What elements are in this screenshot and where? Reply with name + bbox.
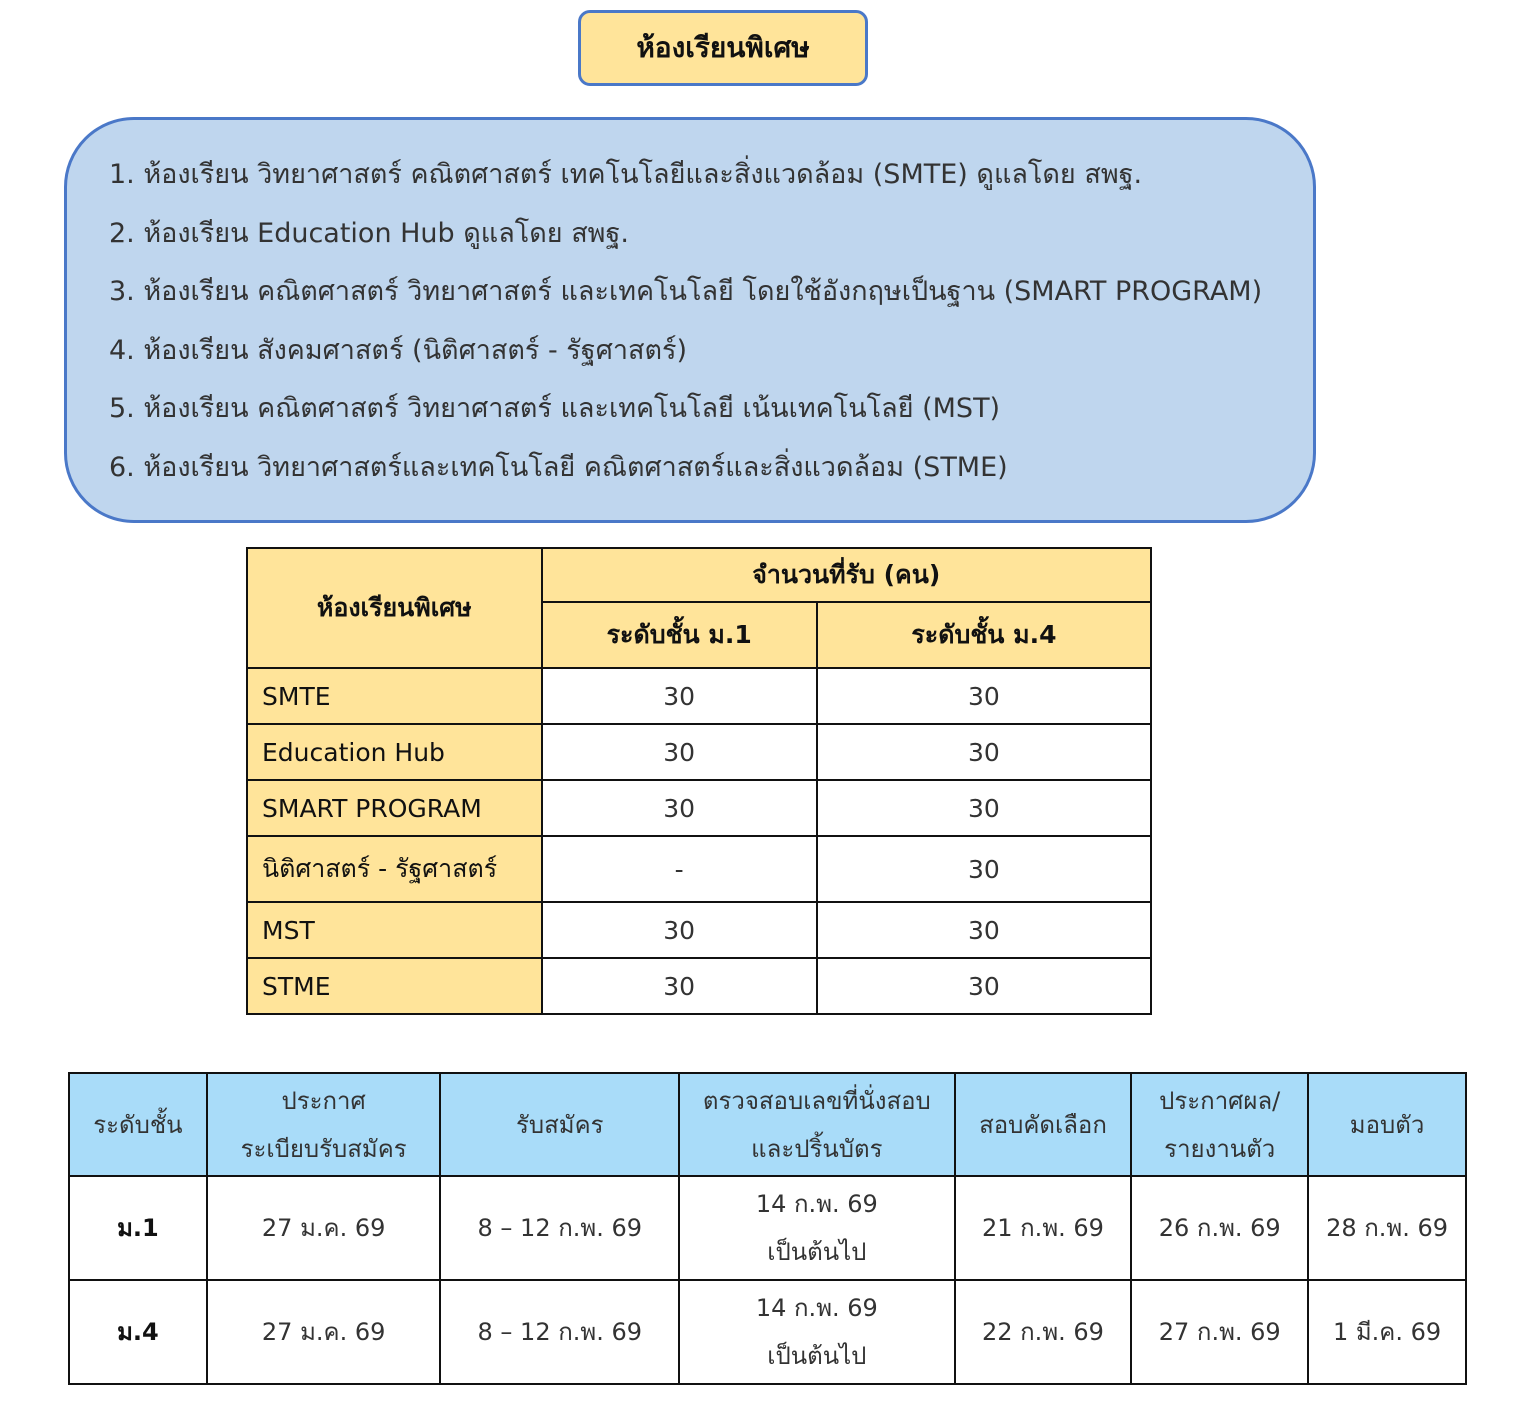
quota-table xyxy=(246,547,1152,1015)
announce-date: 27 ม.ค. 69 xyxy=(207,1176,441,1280)
table-row xyxy=(247,668,1151,724)
header-level: ระดับชั้น xyxy=(69,1073,207,1176)
table-row xyxy=(247,724,1151,780)
m1-quota: 30 xyxy=(542,668,817,724)
list-item: 5. ห้องเรียน คณิตศาสตร์ วิทยาศาสตร์ และเทคโนโลยี เน้นเทคโนโลยี (MST) xyxy=(109,393,1001,425)
m1-quota: - xyxy=(542,836,817,902)
header-check-line2: และปริ้นบัตร xyxy=(751,1134,883,1163)
check-date xyxy=(679,1280,955,1384)
header-exam: สอบคัดเลือก xyxy=(955,1073,1132,1176)
m4-quota: 30 xyxy=(817,668,1151,724)
level-cell: ม.4 xyxy=(69,1280,207,1384)
table-row xyxy=(247,780,1151,836)
list-item: 3. ห้องเรียน คณิตศาสตร์ วิทยาศาสตร์ และเทคโนโลยี โดยใช้อังกฤษเป็นฐาน (SMART PROGRAM) xyxy=(109,276,1263,308)
table-row xyxy=(247,958,1151,1014)
program-name: MST xyxy=(247,902,542,958)
list-item: 6. ห้องเรียน วิทยาศาสตร์และเทคโนโลยี คณิตศาสตร์และสิ่งแวดล้อม (STME) xyxy=(109,451,1008,483)
level-cell: ม.1 xyxy=(69,1176,207,1280)
m4-quota: 30 xyxy=(817,724,1151,780)
exam-date: 22 ก.พ. 69 xyxy=(955,1280,1132,1384)
program-name: SMTE xyxy=(247,668,542,724)
list-item: 4. ห้องเรียน สังคมศาสตร์ (นิติศาสตร์ - รัฐศาสตร์) xyxy=(109,334,688,366)
report-date: 1 มี.ค. 69 xyxy=(1308,1280,1466,1384)
quota-header-m4: ระดับชั้น ม.4 xyxy=(817,602,1151,668)
check-date-line2: เป็นต้นไป xyxy=(767,1238,867,1266)
quota-header-program: ห้องเรียนพิเศษ xyxy=(247,548,542,668)
header-result-line1: ประกาศผล/ xyxy=(1159,1086,1281,1115)
header-report: มอบตัว xyxy=(1308,1073,1466,1176)
program-name: นิติศาสตร์ - รัฐศาสตร์ xyxy=(247,836,542,902)
header-result-line2: รายงานตัว xyxy=(1164,1134,1276,1163)
table-row xyxy=(69,1280,1466,1384)
table-row xyxy=(247,902,1151,958)
program-name: STME xyxy=(247,958,542,1014)
m1-quota: 30 xyxy=(542,780,817,836)
apply-date: 8 – 12 ก.พ. 69 xyxy=(440,1280,679,1384)
header-announce xyxy=(207,1073,441,1176)
header-announce-line1: ประกาศ xyxy=(281,1086,366,1115)
m1-quota: 30 xyxy=(542,724,817,780)
result-date: 26 ก.พ. 69 xyxy=(1131,1176,1308,1280)
announce-date: 27 ม.ค. 69 xyxy=(207,1280,441,1384)
apply-date: 8 – 12 ก.พ. 69 xyxy=(440,1176,679,1280)
header-announce-line2: ระเบียบรับสมัคร xyxy=(240,1134,407,1163)
result-date: 27 ก.พ. 69 xyxy=(1131,1280,1308,1384)
list-item: 1. ห้องเรียน วิทยาศาสตร์ คณิตศาสตร์ เทคโนโลยีและสิ่งแวดล้อม (SMTE) ดูแลโดย สพฐ. xyxy=(109,159,1143,190)
schedule-table xyxy=(68,1072,1467,1385)
report-date: 28 ก.พ. 69 xyxy=(1308,1176,1466,1280)
quota-header-m1: ระดับชั้น ม.1 xyxy=(542,602,817,668)
program-list xyxy=(67,120,1313,498)
table-row xyxy=(247,836,1151,902)
page-title: ห้องเรียนพิเศษ xyxy=(578,10,868,86)
m4-quota: 30 xyxy=(817,836,1151,902)
m1-quota: 30 xyxy=(542,958,817,1014)
program-name: SMART PROGRAM xyxy=(247,780,542,836)
m4-quota: 30 xyxy=(817,780,1151,836)
check-date-line1: 14 ก.พ. 69 xyxy=(755,1190,878,1218)
header-result xyxy=(1131,1073,1308,1176)
header-check-line1: ตรวจสอบเลขที่นั่งสอบ xyxy=(702,1086,931,1115)
quota-header-count: จำนวนที่รับ (คน) xyxy=(542,548,1151,602)
check-date-line2: เป็นต้นไป xyxy=(767,1342,867,1370)
m4-quota: 30 xyxy=(817,902,1151,958)
m1-quota: 30 xyxy=(542,902,817,958)
m4-quota: 30 xyxy=(817,958,1151,1014)
check-date xyxy=(679,1176,955,1280)
list-item: 2. ห้องเรียน Education Hub ดูแลโดย สพฐ. xyxy=(109,217,629,249)
program-list-panel xyxy=(64,117,1316,523)
program-name: Education Hub xyxy=(247,724,542,780)
check-date-line1: 14 ก.พ. 69 xyxy=(755,1294,878,1322)
header-check xyxy=(679,1073,955,1176)
header-apply: รับสมัคร xyxy=(440,1073,679,1176)
table-row xyxy=(69,1176,1466,1280)
exam-date: 21 ก.พ. 69 xyxy=(955,1176,1132,1280)
